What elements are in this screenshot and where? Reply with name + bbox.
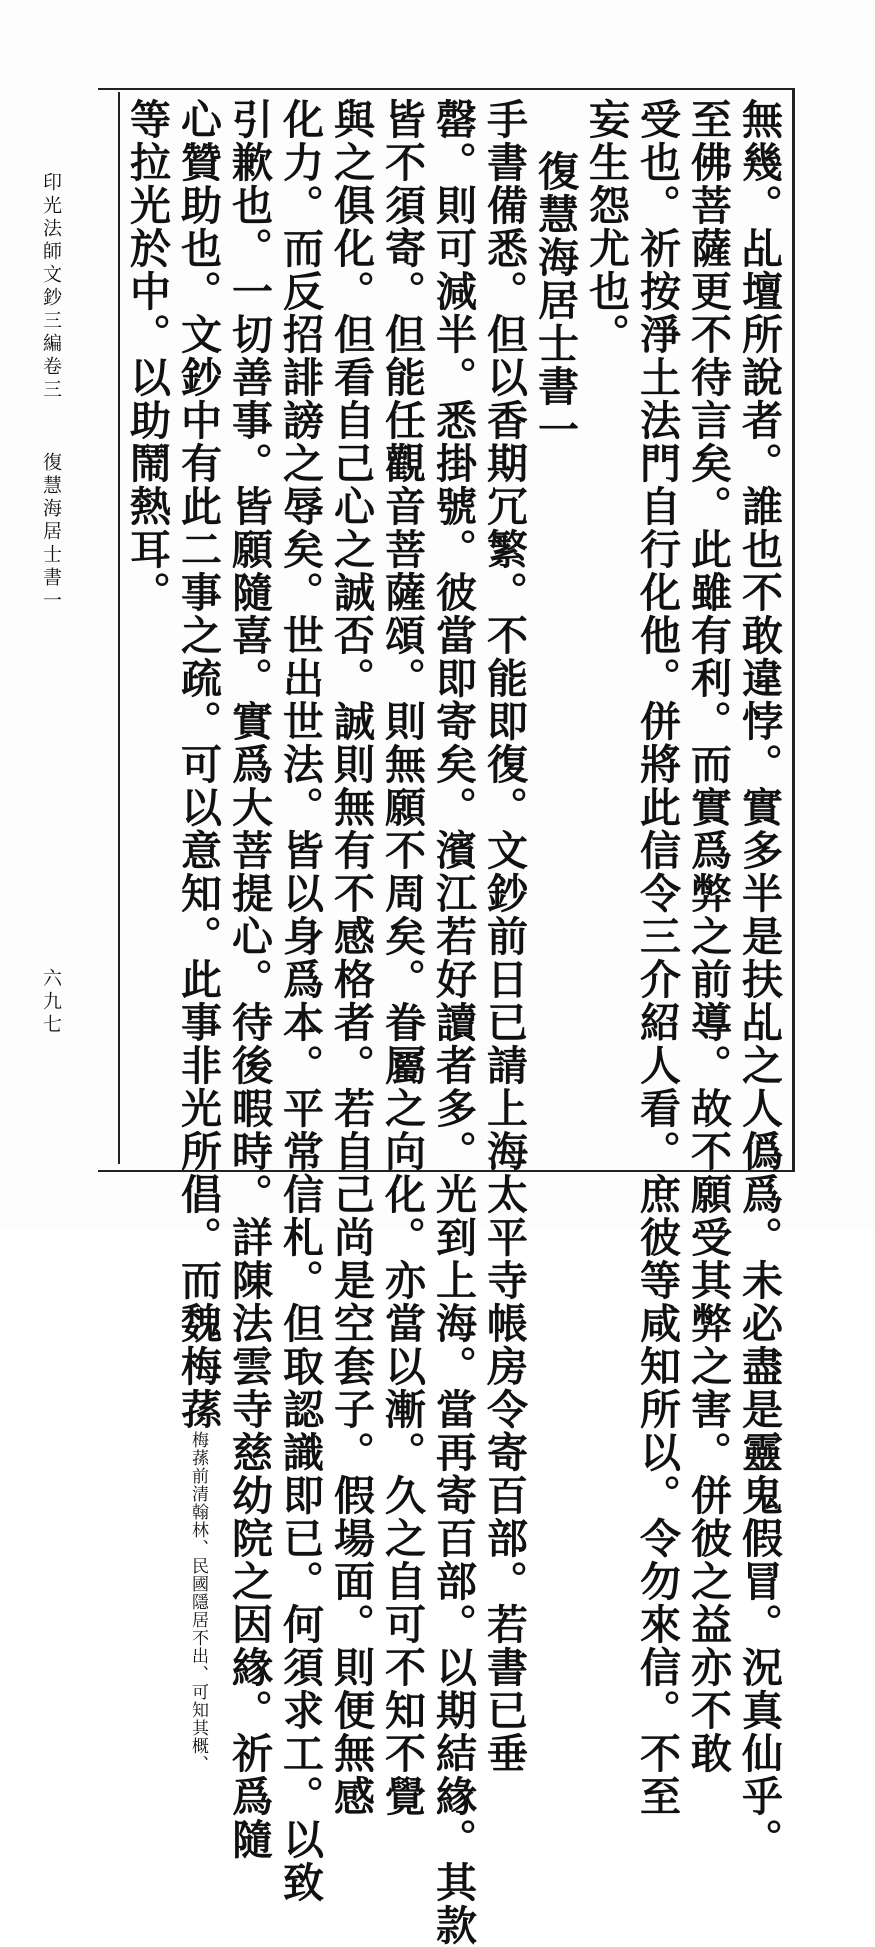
page-number: 六九七 [40,968,62,1037]
column-12-text: 心贊助也。文鈔中有此二事之疏。可以意知。此事非光所倡。而魏梅蓀 [174,98,222,1431]
text-column-1: 無幾。乩壇所說者。誰也不敢違悖。實多半是扶乩之人僞爲。未必盡是靈鬼假冒。況真仙乎。 [735,98,783,1861]
text-column-13: 等拉光於中。以助鬧熱耳。 [123,98,171,614]
text-column-2: 至佛菩薩更不待言矣。此雖有利。而實爲弊之前導。故不願受其弊之害。併彼之益亦不敢 [684,98,732,1775]
text-column-10: 化力。而反招誹謗之辱矣。世出世法。皆以身爲本。平常信札。但取認識即已。何須求工。以致 [276,98,324,1904]
section-title: 復慧海居士書一 [40,452,62,613]
book-title: 印光法師文鈔三編卷三 [40,172,62,402]
letter-title: 復慧海居士書一 [531,150,579,451]
text-column-4: 妄生怨尤也。 [582,98,630,356]
text-column-12 [175,98,221,1773]
text-column-3: 受也。祈按淨土法門自行化他。併將此信令三介紹人看。庶彼等咸知所以。令勿來信。不至 [633,98,681,1818]
text-column-6: 手書備悉。但以香期冗繁。不能即復。文鈔前日已請上海太平寺帳房令寄百部。若書已垂 [480,98,528,1775]
text-column-7: 罄。則可減半。悉掛號。彼當即寄矣。濱江若好讀者多。光到上海。當再寄百部。以期結緣。其款 [429,98,477,1947]
text-column-11: 引歉也。一切善事。皆願隨喜。實爲大菩提心。待後暇時。詳陳法雲寺慈幼院之因緣。祈爲隨 [225,98,273,1861]
inner-rule [118,92,120,1164]
text-column-8: 皆不須寄。但能任觀音菩薩頌。則無願不周矣。眷屬之向化。亦當以漸。久之自可不知不覺 [378,98,426,1818]
annotation-note: 梅蓀前清翰林、民國隱居不出、可知其概、 [188,1431,208,1773]
text-column-9: 與之俱化。但看自己心之誠否。誠則無有不感格者。若自己尚是空套子。假場面。則便無感 [327,98,375,1818]
